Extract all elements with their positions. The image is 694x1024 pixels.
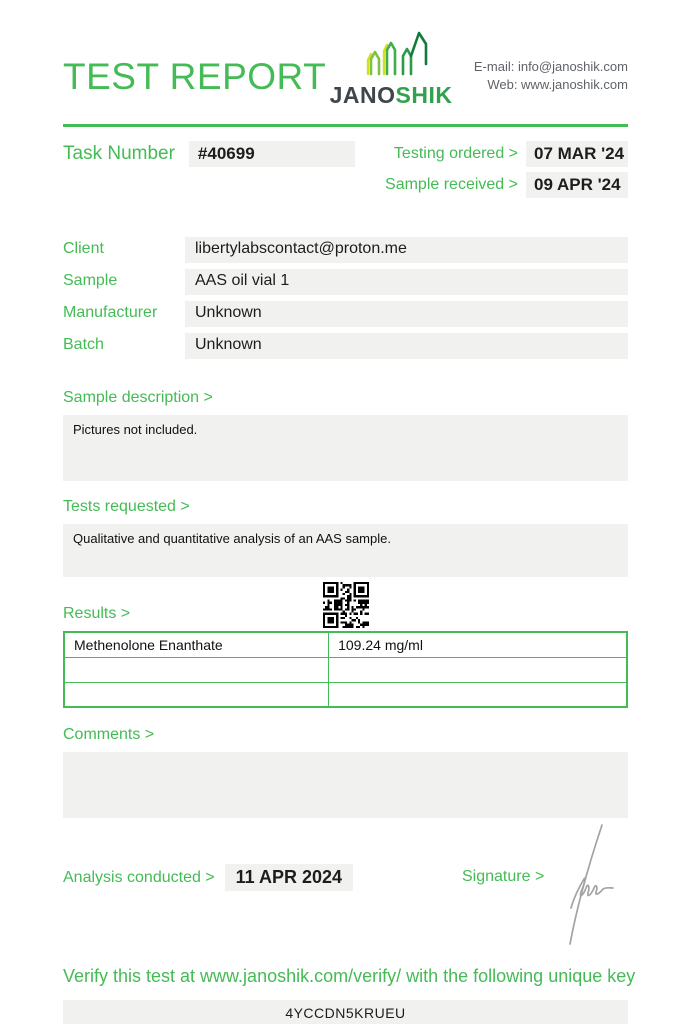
batch-label: Batch: [63, 336, 104, 353]
contact-email: E-mail: info@janoshik.com: [473, 59, 628, 74]
logo-wordmark-left: JANO: [329, 82, 396, 108]
page-title: TEST REPORT: [63, 56, 327, 97]
testing-ordered-value: 07 MAR '24: [526, 141, 628, 167]
task-number-label: Task Number: [63, 143, 175, 164]
client-label: Client: [63, 240, 104, 257]
results-label: Results >: [63, 605, 131, 622]
qr-code: [323, 582, 369, 628]
tests-requested-box: Qualitative and quantitative analysis of an AAS sample.: [63, 524, 628, 577]
chart-growth-icon: [348, 63, 434, 80]
task-row: [63, 141, 628, 203]
info-row-manufacturer: [63, 301, 628, 327]
signature-handwriting: [557, 822, 621, 953]
result-value: [329, 682, 627, 707]
contact-web: Web: www.janoshik.com: [487, 77, 628, 92]
sample-value: AAS oil vial 1: [185, 269, 628, 295]
result-value: 109.24 mg/ml: [329, 632, 627, 657]
sample-description-box: Pictures not included.: [63, 415, 628, 481]
sample-info: [63, 237, 628, 359]
result-analyte: [64, 682, 329, 707]
results-header: [63, 581, 628, 631]
tests-requested-label: Tests requested >: [63, 498, 190, 515]
info-row-sample: [63, 269, 628, 295]
sample-description-label: Sample description >: [63, 389, 213, 406]
contact-block: [474, 58, 628, 94]
logo-wordmark-right: SHIK: [395, 82, 453, 108]
batch-value: Unknown: [185, 333, 628, 359]
report-header: [63, 30, 628, 109]
analysis-conducted-label: Analysis conducted >: [63, 868, 215, 886]
comments-box: [63, 752, 628, 818]
info-row-client: [63, 237, 628, 263]
analysis-date-value: 11 APR 2024: [225, 864, 353, 891]
sample-received-value: 09 APR '24: [526, 172, 628, 198]
verify-key: 4YCCDN5KRUEU: [63, 1000, 628, 1024]
header-divider: [63, 124, 628, 127]
signature-label: Signature >: [462, 868, 545, 885]
manufacturer-label: Manufacturer: [63, 304, 158, 321]
sample-label: Sample: [63, 272, 118, 289]
sample-received-row: [385, 172, 628, 198]
result-value: [329, 657, 627, 682]
results-table: [63, 631, 628, 708]
result-analyte: Methenolone Enanthate: [64, 632, 329, 657]
comments-label: Comments >: [63, 726, 155, 743]
manufacturer-value: Unknown: [185, 301, 628, 327]
footer-row: [63, 864, 628, 892]
table-row: [64, 682, 627, 707]
janoshik-logo: [330, 30, 453, 109]
table-row: [64, 632, 627, 657]
result-analyte: [64, 657, 329, 682]
sample-received-label: Sample received >: [385, 176, 518, 193]
verify-instruction: Verify this test at www.janoshik.com/verify/ with the following unique key: [63, 966, 636, 986]
testing-ordered-label: Testing ordered >: [393, 145, 518, 162]
logo-wordmark: [330, 82, 453, 109]
table-row: [64, 657, 627, 682]
testing-ordered-row: [385, 141, 628, 167]
task-number-value: #40699: [189, 141, 355, 167]
client-value: libertylabscontact@proton.me: [185, 237, 628, 263]
info-row-batch: [63, 333, 628, 359]
